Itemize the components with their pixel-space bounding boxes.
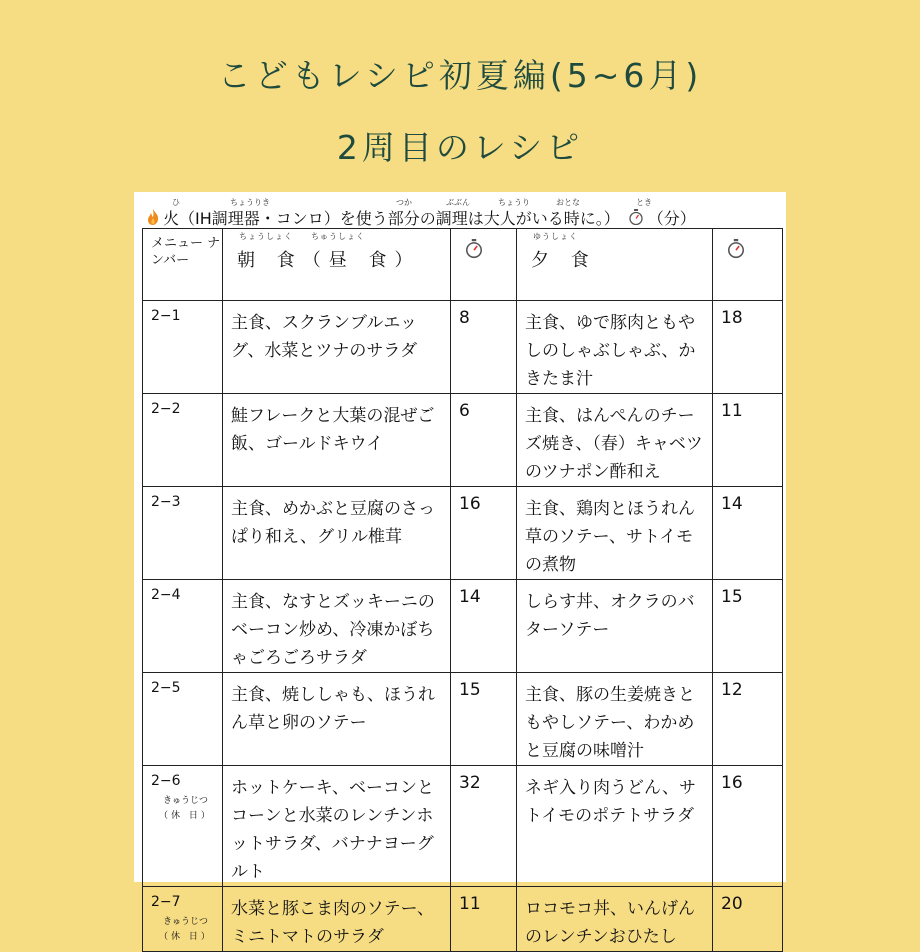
dinner-minutes: 15 xyxy=(713,580,783,673)
page-title: こどもレシピ初夏編(5~6月) xyxy=(217,56,703,95)
breakfast-minutes: 11 xyxy=(451,887,517,952)
furigana: ちょうしょく ちゅうしょく xyxy=(239,232,365,241)
menu-number xyxy=(143,766,223,887)
flame-icon xyxy=(146,208,160,226)
breakfast-minutes: 8 xyxy=(451,301,517,394)
holiday-label: （休 日） xyxy=(159,811,213,821)
recipe-card xyxy=(134,192,786,947)
dinner-menu: 主食、豚の生姜焼きともやしソテー、わかめと豆腐の味噌汁 xyxy=(517,673,713,766)
furigana: とき xyxy=(636,198,652,207)
menu-number: 2−2 xyxy=(143,394,223,487)
furigana: ちょうりき xyxy=(230,198,270,207)
table-row xyxy=(143,580,783,673)
dinner-minutes: 11 xyxy=(713,394,783,487)
menu-number: 2−5 xyxy=(143,673,223,766)
dinner-minutes: 12 xyxy=(713,673,783,766)
note-text: 火（IH調理器・コンロ）を使う部分の調理は大人がいる時に。） xyxy=(163,208,620,228)
breakfast-menu: 主食、スクランブルエッグ、水菜とツナのサラダ xyxy=(223,301,451,394)
breakfast-minutes: 16 xyxy=(451,487,517,580)
menu-number: 2−1 xyxy=(143,301,223,394)
header-breakfast xyxy=(223,229,451,301)
dinner-menu: 主食、はんぺんのチーズ焼き、（春）キャベツのツナポン酢和え xyxy=(517,394,713,487)
breakfast-menu: ホットケーキ、ベーコンとコーンと水菜のレンチンホットサラダ、バナナヨーグルト xyxy=(223,766,451,887)
safety-note xyxy=(146,198,786,228)
breakfast-minutes: 6 xyxy=(451,394,517,487)
header-dinner-label: 夕 食 xyxy=(531,250,597,271)
furigana: ゆうしょく xyxy=(533,232,578,241)
dinner-minutes: 16 xyxy=(713,766,783,887)
breakfast-menu: 水菜と豚こま肉のソテー、ミニトマトのサラダ xyxy=(223,887,451,952)
table-row xyxy=(143,673,783,766)
header-breakfast-timer xyxy=(451,229,517,301)
stopwatch-icon xyxy=(727,239,745,259)
table-row xyxy=(143,301,783,394)
dinner-minutes: 18 xyxy=(713,301,783,394)
stopwatch-icon xyxy=(628,209,644,225)
menu-number xyxy=(143,887,223,952)
table-row xyxy=(143,487,783,580)
furigana: ぶぶん xyxy=(446,198,470,207)
page-subtitle: 2周目のレシピ xyxy=(336,128,584,167)
breakfast-minutes: 32 xyxy=(451,766,517,887)
stopwatch-icon xyxy=(465,239,483,259)
table-row xyxy=(143,394,783,487)
header-menu-number: メニュー ナンバー xyxy=(143,229,223,301)
dinner-minutes: 20 xyxy=(713,887,783,952)
holiday-label: （休 日） xyxy=(159,932,213,942)
dinner-menu: ロコモコ丼、いんげんのレンチンおひたし xyxy=(517,887,713,952)
breakfast-menu: 主食、なすとズッキーニのベーコン炒め、冷凍かぼちゃごろごろサラダ xyxy=(223,580,451,673)
dinner-menu: ネギ入り肉うどん、サトイモのポテトサラダ xyxy=(517,766,713,887)
menu-number-text: 2−6 xyxy=(151,773,181,789)
table-row xyxy=(143,887,783,952)
breakfast-minutes: 14 xyxy=(451,580,517,673)
menu-number-text: 2−7 xyxy=(151,894,181,910)
menu-number: 2−3 xyxy=(143,487,223,580)
recipe-table xyxy=(142,228,783,952)
menu-number: 2−4 xyxy=(143,580,223,673)
breakfast-menu: 主食、焼ししゃも、ほうれん草と卵のソテー xyxy=(223,673,451,766)
table-row xyxy=(143,766,783,887)
furigana: おとな xyxy=(556,198,580,207)
breakfast-menu: 鮭フレークと大葉の混ぜご飯、ゴールドキウイ xyxy=(223,394,451,487)
note-unit: （分） xyxy=(647,208,696,228)
dinner-menu: しらす丼、オクラのバターソテー xyxy=(517,580,713,673)
furigana: ひ xyxy=(172,198,180,207)
holiday-reading: きゅうじつ xyxy=(163,796,209,806)
header-dinner xyxy=(517,229,713,301)
furigana: ちょうり xyxy=(498,198,530,207)
furigana: つか xyxy=(396,198,412,207)
breakfast-menu: 主食、めかぶと豆腐のさっぱり和え、グリル椎茸 xyxy=(223,487,451,580)
dinner-menu: 主食、ゆで豚肉ともやしのしゃぶしゃぶ、かきたま汁 xyxy=(517,301,713,394)
dinner-menu: 主食、鶏肉とほうれん草のソテー、サトイモの煮物 xyxy=(517,487,713,580)
header-dinner-timer xyxy=(713,229,783,301)
holiday-reading: きゅうじつ xyxy=(163,917,209,927)
breakfast-minutes: 15 xyxy=(451,673,517,766)
header-breakfast-label: 朝 食（昼 食） xyxy=(237,250,421,271)
dinner-minutes: 14 xyxy=(713,487,783,580)
table-header-row xyxy=(143,229,783,301)
